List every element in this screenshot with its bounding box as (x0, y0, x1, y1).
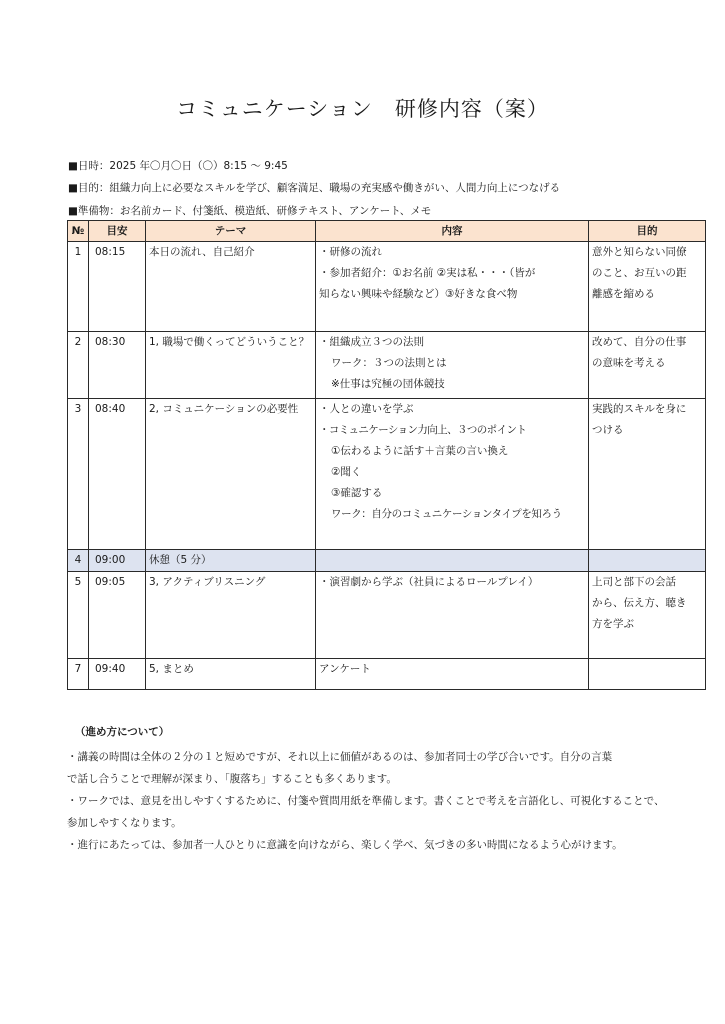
content-line: アンケート (319, 663, 371, 675)
content-line: ③確認する (331, 487, 383, 499)
row-purpose (589, 550, 706, 572)
content-line: ②聞く (331, 466, 362, 478)
table-row (68, 659, 706, 690)
row-time: 08:40 (89, 399, 146, 550)
purpose-line: 意外と知らない同僚 (592, 246, 687, 258)
content-line: ・演習劇から学ぶ（社員によるロールプレイ） (319, 576, 539, 588)
row-content (316, 332, 589, 399)
row-no: 2 (68, 332, 89, 399)
notes-section (67, 722, 707, 856)
notes-title: （進め方について） (75, 726, 170, 738)
header-no: № (68, 221, 89, 242)
row-no: 1 (68, 242, 89, 332)
header-theme: テーマ (146, 221, 316, 242)
row-purpose (589, 332, 706, 399)
table-row-break (68, 550, 706, 572)
purpose-line: のこと、お互いの距 (592, 267, 687, 279)
row-purpose (589, 659, 706, 690)
note-line: ・ワークでは、意見を出しやすくするために、付箋や質問用紙を準備します。書くことで考えを言語化し、可視化することで、 (67, 795, 665, 807)
row-no: 3 (68, 399, 89, 550)
row-theme: 5, まとめ (146, 659, 316, 690)
row-content (316, 399, 589, 550)
purpose-line: から、伝え方、聴き (592, 597, 687, 609)
page-title: コミュニケーション 研修内容（案） (176, 97, 549, 121)
row-time: 08:30 (89, 332, 146, 399)
row-theme: 2, コミュニケーションの必要性 (146, 399, 316, 550)
purpose-line: 実践的スキルを身に (592, 403, 687, 415)
content-line: ・研修の流れ (319, 246, 382, 258)
content-line: ワーク：３つの法則とは (331, 357, 447, 369)
row-no: 5 (68, 572, 89, 659)
row-theme: 本日の流れ、自己紹介 (146, 242, 316, 332)
table-row (68, 332, 706, 399)
row-time: 09:40 (89, 659, 146, 690)
content-line: ・組織成立３つの法則 (319, 336, 424, 348)
header-purpose: 目的 (589, 221, 706, 242)
schedule-table (67, 220, 706, 690)
content-line: 知らない興味や経験など）③好きな食べ物 (319, 288, 518, 300)
meta-date: ■日時：2025 年〇月〇日（〇）8:15 ～ 9:45 (68, 160, 288, 172)
content-line: ワーク：自分のコミュニケーションタイプを知ろう (331, 508, 562, 520)
header-time: 目安 (89, 221, 146, 242)
row-theme: 休憩（5 分） (146, 550, 316, 572)
row-content (316, 572, 589, 659)
meta-materials: ■準備物：お名前カード、付箋紙、模造紙、研修テキスト、アンケート、メモ (68, 205, 432, 217)
content-line: ※仕事は究極の団体競技 (331, 378, 445, 390)
row-content (316, 550, 589, 572)
note-line: ・進行にあたっては、参加者一人ひとりに意識を向けながら、楽しく学べ、気づきの多い時間になるよう心がけます。 (67, 839, 623, 851)
row-purpose (589, 399, 706, 550)
row-no: 7 (68, 659, 89, 690)
purpose-line: 改めて、自分の仕事 (592, 336, 687, 348)
content-line: ①伝わるように話す＋言葉の言い換え (331, 445, 509, 457)
content-line: ・人との違いを学ぶ (319, 403, 414, 415)
row-theme: 3, アクティブリスニング (146, 572, 316, 659)
row-time: 09:05 (89, 572, 146, 659)
note-line: 参加しやすくなります。 (67, 817, 182, 829)
purpose-line: つける (592, 424, 624, 436)
note-line: で話し合うことで理解が深まり、「腹落ち」することも多くあります。 (67, 773, 397, 785)
purpose-line: 上司と部下の会話 (592, 576, 676, 588)
purpose-line: の意味を考える (592, 357, 666, 369)
purpose-line: 方を学ぶ (592, 618, 634, 630)
table-row (68, 399, 706, 550)
table-header-row (68, 221, 706, 242)
row-time: 08:15 (89, 242, 146, 332)
row-purpose (589, 242, 706, 332)
table-row (68, 242, 706, 332)
row-content (316, 242, 589, 332)
purpose-line: 離感を縮める (592, 288, 655, 300)
table-row (68, 572, 706, 659)
content-line: ・参加者紹介：①お名前 ②実は私・・・（皆が (319, 267, 536, 279)
row-theme: 1, 職場で働くってどういうこと？ (146, 332, 316, 399)
header-content: 内容 (316, 221, 589, 242)
meta-purpose: ■目的：組織力向上に必要なスキルを学び、顧客満足、職場の充実感や働きがい、人間力向上につなげる (68, 182, 561, 194)
row-time: 09:00 (89, 550, 146, 572)
row-no: 4 (68, 550, 89, 572)
note-line: ・講義の時間は全体の２分の１と短めですが、それ以上に価値があるのは、参加者同士の学び合いです。自分の言葉 (67, 751, 613, 763)
row-content (316, 659, 589, 690)
content-line: ・コミュニケーション力向上、３つのポイント (319, 424, 527, 436)
row-purpose (589, 572, 706, 659)
